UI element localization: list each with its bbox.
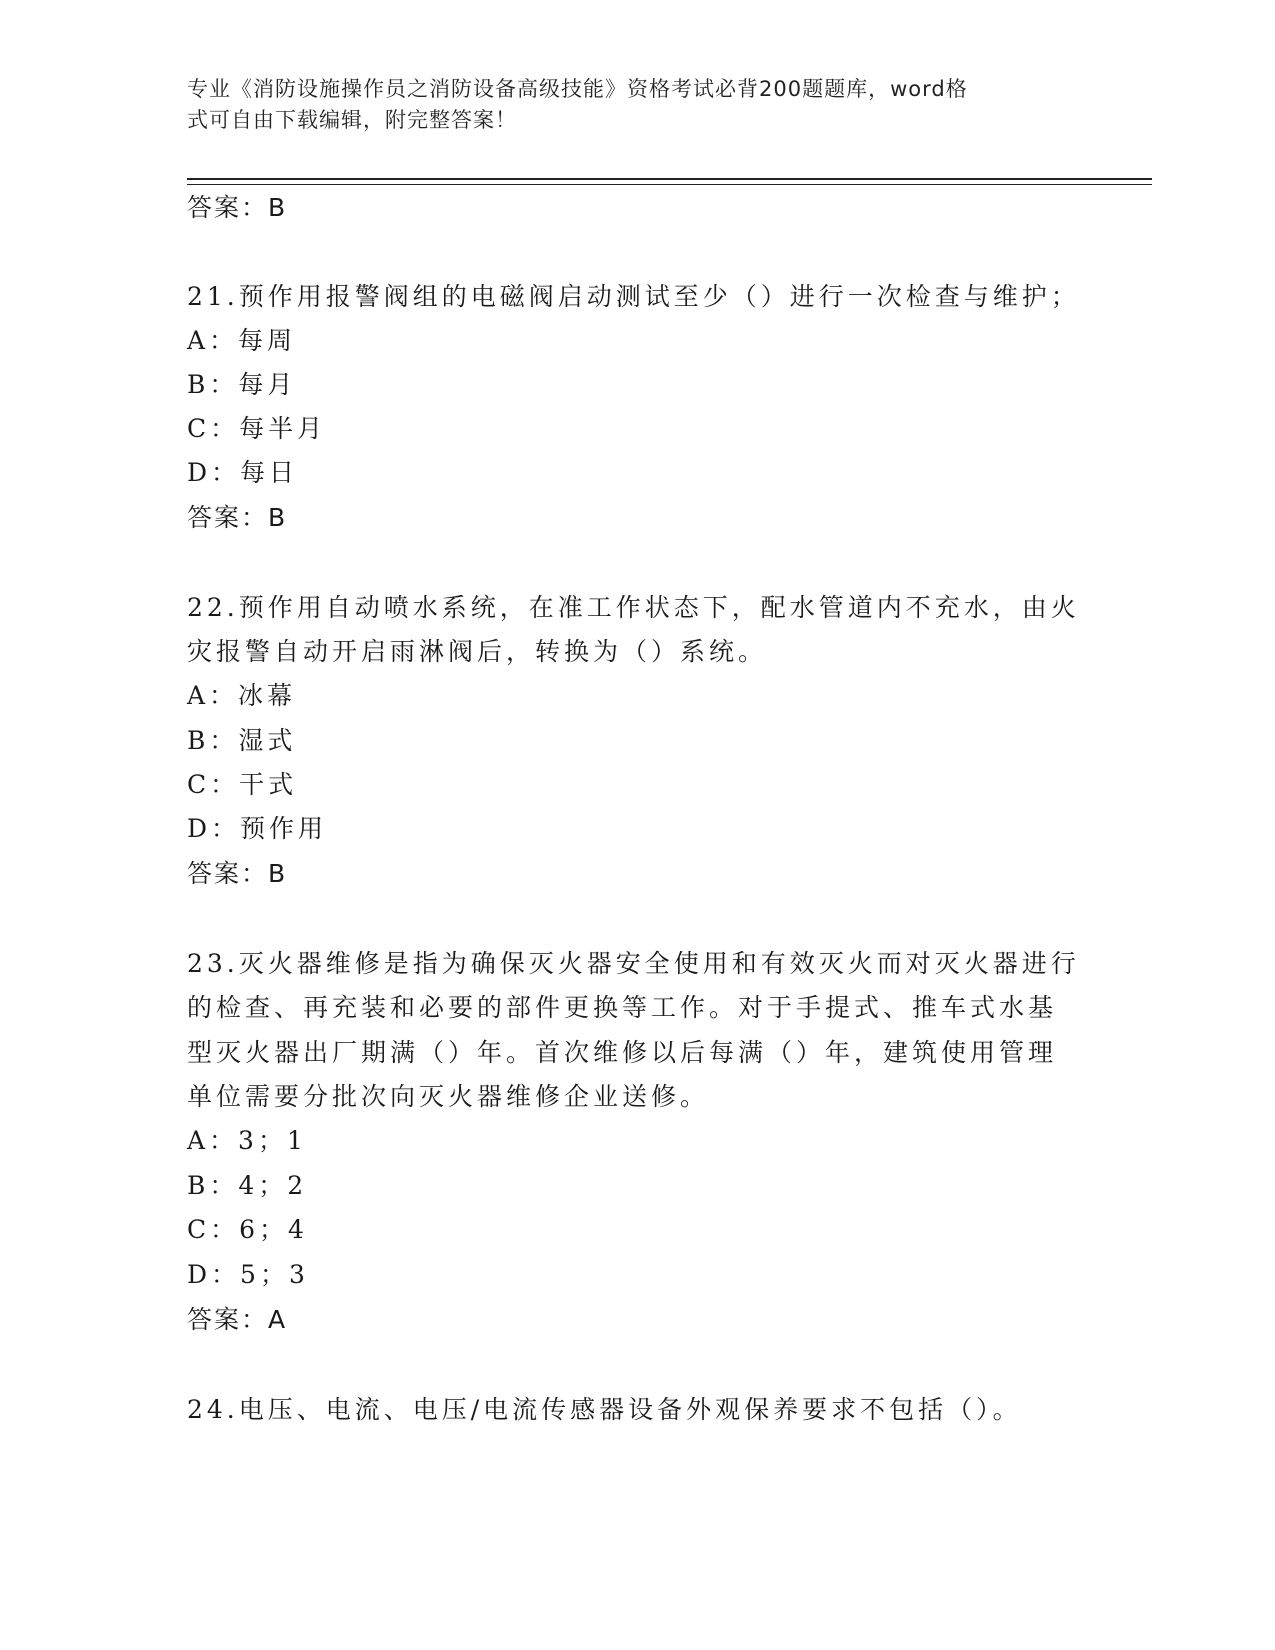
- header-rule-thin: [187, 184, 1152, 185]
- question-22-text-line-1: 22.预作用自动喷水系统，在准工作状态下，配水管道内不充水，由火: [187, 593, 1080, 622]
- question-22-option-a: A：冰幕: [187, 681, 297, 710]
- question-23-text-line-3: 型灭火器出厂期满（）年。首次维修以后每满（）年，建筑使用管理: [187, 1038, 1058, 1067]
- question-23-option-d: D：5；3: [187, 1260, 309, 1289]
- question-23-option-c: C：6；4: [187, 1215, 308, 1244]
- question-21-text: 21.预作用报警阀组的电磁阀启动测试至少（）进行一次检查与维护；: [187, 282, 1080, 311]
- question-23-option-b: B：4；2: [187, 1171, 308, 1200]
- question-23-text-line-1: 23.灭火器维修是指为确保灭火器安全使用和有效灭火而对灭火器进行: [187, 949, 1080, 978]
- question-21-option-a: A：每周: [187, 326, 297, 355]
- document-header: [187, 74, 1067, 136]
- previous-answer: 答案：B: [187, 193, 288, 222]
- question-21-answer: 答案：B: [187, 503, 288, 532]
- question-23-answer: 答案：A: [187, 1305, 288, 1334]
- question-23-text-line-2: 的检查、再充装和必要的部件更换等工作。对于手提式、推车式水基: [187, 993, 1058, 1022]
- question-23-option-a: A：3；1: [187, 1126, 307, 1155]
- header-rule-thick: [187, 178, 1152, 180]
- question-21-option-b: B：每月: [187, 370, 297, 399]
- header-line-1: 专业《消防设施操作员之消防设备高级技能》资格考试必背200题题库，word格: [187, 77, 968, 101]
- question-21-option-d: D：每日: [187, 458, 299, 487]
- question-21-option-c: C：每半月: [187, 414, 327, 443]
- question-22-text-line-2: 灾报警自动开启雨淋阀后，转换为（）系统。: [187, 637, 768, 666]
- question-22-option-d: D：预作用: [187, 814, 328, 843]
- question-22-option-b: B：湿式: [187, 726, 297, 755]
- question-24-text: 24.电压、电流、电压/电流传感器设备外观保养要求不包括（）。: [187, 1395, 1022, 1424]
- question-23-text-line-4: 单位需要分批次向灭火器维修企业送修。: [187, 1082, 710, 1111]
- header-line-2: 式可自由下载编辑，附完整答案！: [187, 108, 517, 132]
- question-22-option-c: C：干式: [187, 770, 298, 799]
- question-22-answer: 答案：B: [187, 859, 288, 888]
